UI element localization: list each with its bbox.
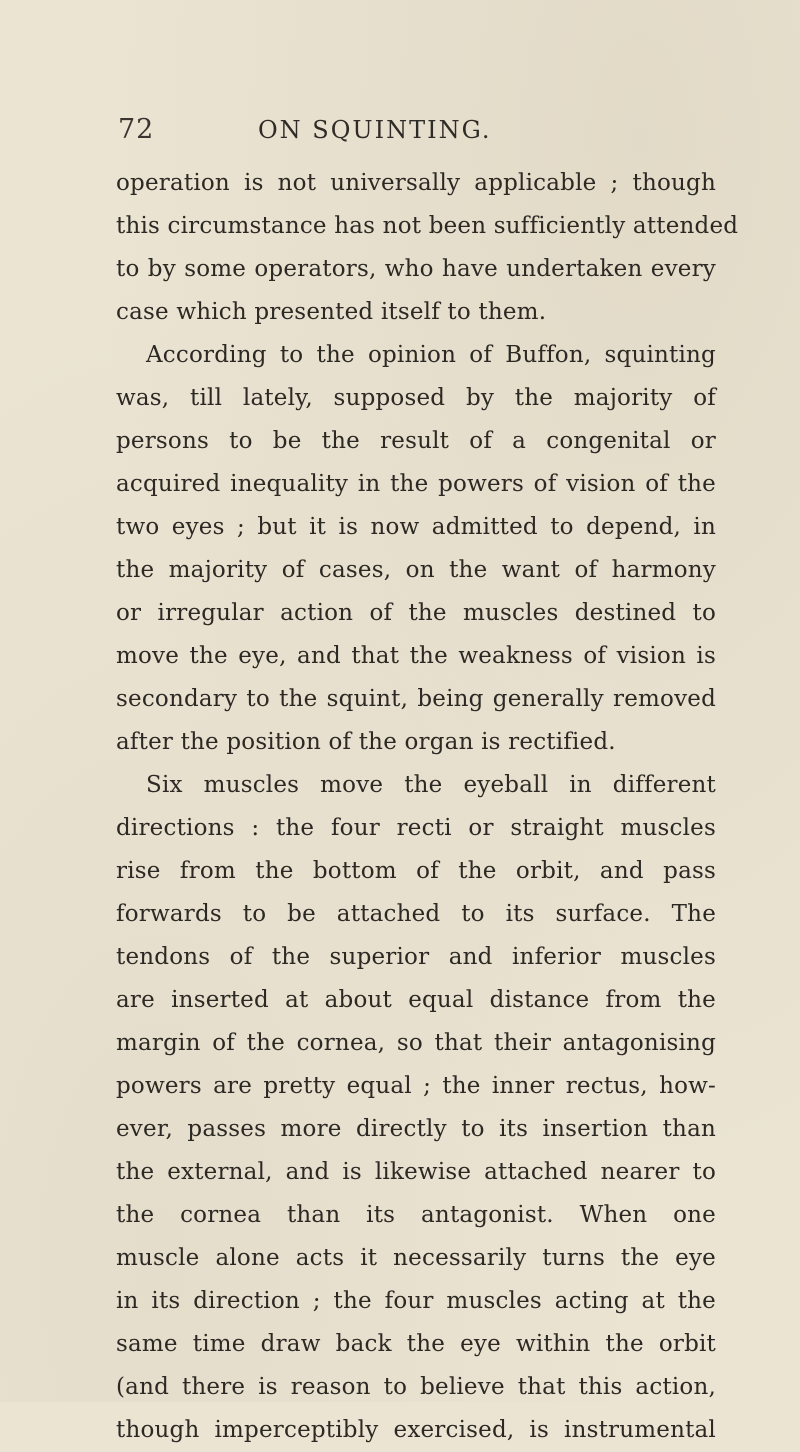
text-line: this circumstance has not been sufficiently attended	[116, 213, 739, 239]
text-line: tendons of the superior and inferior muscles	[116, 944, 716, 970]
text-line: are inserted at about equal distance from the	[116, 987, 716, 1013]
text-line: rise from the bottom of the orbit, and pass	[116, 858, 716, 884]
text-line: persons to be the result of a congenital or	[116, 428, 716, 454]
text-line: the majority of cases, on the want of harmony	[116, 557, 716, 583]
text-line: or irregular action of the muscles destined to	[116, 600, 716, 626]
text-line: the cornea than its antagonist. When one	[116, 1202, 716, 1228]
text-line: secondary to the squint, being generally removed	[116, 686, 716, 712]
text-line: was, till lately, supposed by the majority of	[116, 385, 716, 411]
text-line: directions : the four recti or straight muscles	[116, 815, 716, 841]
text-line: the external, and is likewise attached nearer to	[116, 1159, 716, 1185]
body-text	[116, 162, 739, 1443]
text-line: muscle alone acts it necessarily turns the eye	[116, 1245, 716, 1271]
text-line: acquired inequality in the powers of vision of the	[116, 471, 716, 497]
text-line: forwards to be attached to its surface. The	[116, 901, 716, 927]
running-title: ON SQUINTING.	[258, 116, 492, 144]
text-line: powers are pretty equal ; the inner rectus, how-	[116, 1073, 716, 1099]
text-line: same time draw back the eye within the orbit	[116, 1331, 716, 1357]
text-line: two eyes ; but it is now admitted to depend, in	[116, 514, 716, 540]
page-number: 72	[118, 114, 155, 145]
text-line: (and there is reason to believe that this action,	[116, 1374, 716, 1400]
text-line: margin of the cornea, so that their antagonising	[116, 1030, 716, 1056]
text-line: in its direction ; the four muscles acting at the	[116, 1288, 716, 1314]
text-line: operation is not universally applicable ; though	[116, 170, 716, 196]
text-line: According to the opinion of Buffon, squinting	[146, 342, 716, 368]
text-line: to by some operators, who have undertaken every	[116, 256, 716, 282]
text-line: case which presented itself to them.	[116, 299, 547, 325]
text-line: ever, passes more directly to its insertion than	[116, 1116, 716, 1142]
text-line: though imperceptibly exercised, is instrumental	[116, 1417, 716, 1443]
page-header	[118, 114, 718, 154]
text-line: move the eye, and that the weakness of vision is	[116, 643, 716, 669]
text-line: after the position of the organ is rectified.	[116, 729, 616, 755]
text-line: Six muscles move the eyeball in different	[146, 772, 716, 798]
